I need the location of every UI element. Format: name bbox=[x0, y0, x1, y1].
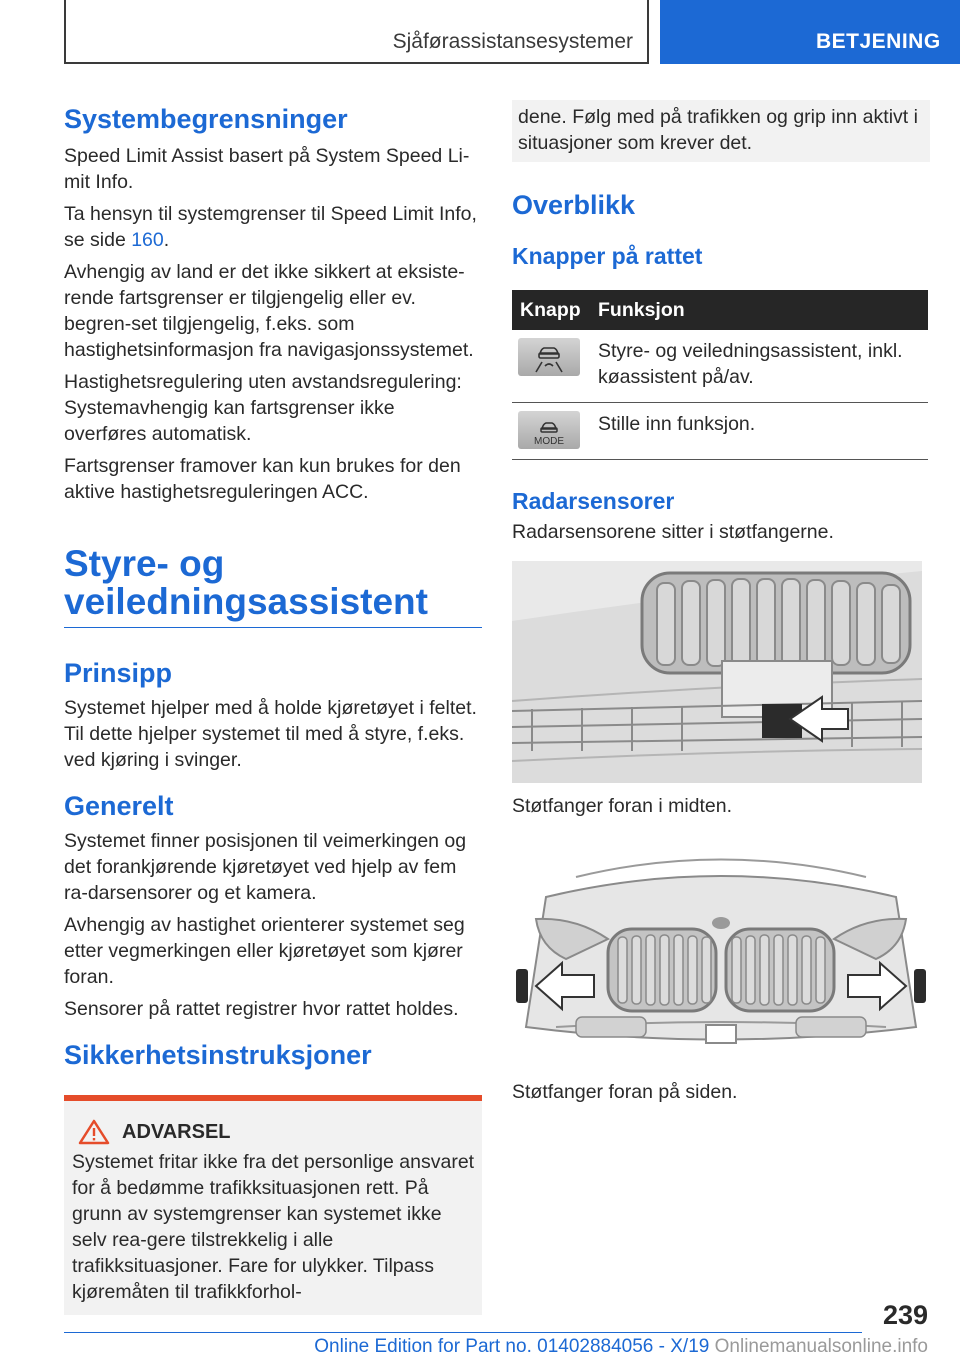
svg-text:MODE: MODE bbox=[534, 436, 564, 447]
heading-systembegrensninger: Systembegrensninger bbox=[64, 104, 348, 134]
chapter-title: Styre- og veiledningsassistent bbox=[64, 545, 482, 628]
table-header-funksjon: Funksjon bbox=[590, 290, 928, 330]
header-chapter-title: BETJENING bbox=[816, 30, 941, 53]
page-number: 239 bbox=[882, 1300, 928, 1330]
mode-button-icon bbox=[518, 411, 580, 449]
right-column bbox=[512, 100, 930, 1105]
paragraph: Speed Limit Assist basert på System Speed Li-mit Info. bbox=[64, 145, 470, 193]
table-cell-icon bbox=[512, 330, 590, 403]
heading-generelt: Generelt bbox=[64, 791, 174, 821]
heading-sikkerhetsinstruksjoner: Sikkerhetsinstruksjoner bbox=[64, 1040, 372, 1070]
paragraph: Fartsgrenser framover kan kun brukes for den aktive hastighetsreguleringen ACC. bbox=[64, 455, 461, 503]
paragraph: Avhengig av land er det ikke sikkert at eksiste-rende fartsgrenser er tilgjengelig eller ev. begren-set tilgjengelig, f.eks. som hastighetsinformasjon fra navigasjonssystemet. bbox=[64, 261, 474, 361]
warning-label: ADVARSEL bbox=[122, 1120, 231, 1143]
heading-radarsensorer: Radarsensorer bbox=[512, 488, 675, 514]
warning-box-continued bbox=[512, 100, 930, 162]
paragraph: Ta hensyn til systemgrenser til Speed Limit Info, se side 160. bbox=[64, 203, 477, 251]
footer-divider bbox=[64, 1332, 862, 1333]
steering-assist-icon bbox=[518, 338, 580, 376]
heading-knapper-pa-rattet: Knapper på rattet bbox=[512, 243, 703, 269]
warning-text: Systemet fritar ikke fra det personlige ansvaret for å bedømme trafikksituasjonen rett. På grunn av systemgrenser kan systemet ikke selv rea-gere tilstrekkelig i alle trafikksituasjoner. Fare for ulykker. Tilpass kjøremåten til trafikkforhol- bbox=[72, 1151, 475, 1303]
header-section-box bbox=[64, 0, 649, 64]
header-chapter-tab bbox=[660, 0, 960, 64]
paragraph: Systemet finner posisjonen til veimerkingen og det forankjørende kjøretøyet ved hjelp av fem ra-darsensorer og et kamera. bbox=[64, 830, 467, 904]
table-cell-function: Stille inn funksjon. bbox=[590, 403, 928, 460]
page-link-160[interactable]: 160 bbox=[131, 229, 164, 251]
footer-edition: Online Edition for Part no. 01402884056 - X/19 Onlinemanualsonline.info bbox=[314, 1336, 928, 1357]
footer-site-watermark: Onlinemanualsonline.info bbox=[714, 1336, 928, 1357]
paragraph: Sensorer på rattet registrer hvor rattet holdes. bbox=[64, 998, 459, 1020]
caption-bumper-side: Støtfanger foran på siden. bbox=[512, 1081, 738, 1103]
warning-triangle-icon bbox=[78, 1119, 110, 1145]
bumper-side-illustration bbox=[516, 847, 926, 1069]
warning-box bbox=[64, 1095, 482, 1315]
heading-overblikk: Overblikk bbox=[512, 190, 636, 220]
paragraph: Systemet hjelper med å holde kjøretøyet i feltet. Til dette hjelper systemet til med å styre, f.eks. ved kjøring i svinger. bbox=[64, 697, 477, 771]
table-row bbox=[512, 330, 928, 403]
paragraph: Hastighetsregulering uten avstandsregulering: Systemavhengig kan fartsgrenser ikke overføres automatisk. bbox=[64, 371, 462, 445]
header-section-title: Sjåførassistansesystemer bbox=[392, 30, 633, 53]
table-header-knapp: Knapp bbox=[512, 290, 590, 330]
table-cell-icon bbox=[512, 403, 590, 460]
button-function-table bbox=[512, 290, 928, 460]
table-cell-function: Styre- og veiledningsassistent, inkl. køassistent på/av. bbox=[590, 330, 928, 403]
bumper-center-illustration bbox=[512, 561, 922, 783]
table-header-row bbox=[512, 290, 928, 330]
paragraph: Avhengig av hastighet orienterer systemet seg etter vegmerkingen eller kjøretøyet som kjører foran. bbox=[64, 914, 465, 988]
paragraph: Radarsensorene sitter i støtfangerne. bbox=[512, 521, 834, 543]
table-row bbox=[512, 403, 928, 460]
caption-bumper-center: Støtfanger foran i midten. bbox=[512, 795, 733, 817]
warning-title bbox=[72, 1119, 476, 1145]
warning-text-continued: dene. Følg med på trafikken og grip inn aktivt i situasjoner som krever det. bbox=[518, 106, 918, 154]
left-column bbox=[64, 100, 482, 1315]
heading-prinsipp: Prinsipp bbox=[64, 658, 173, 688]
